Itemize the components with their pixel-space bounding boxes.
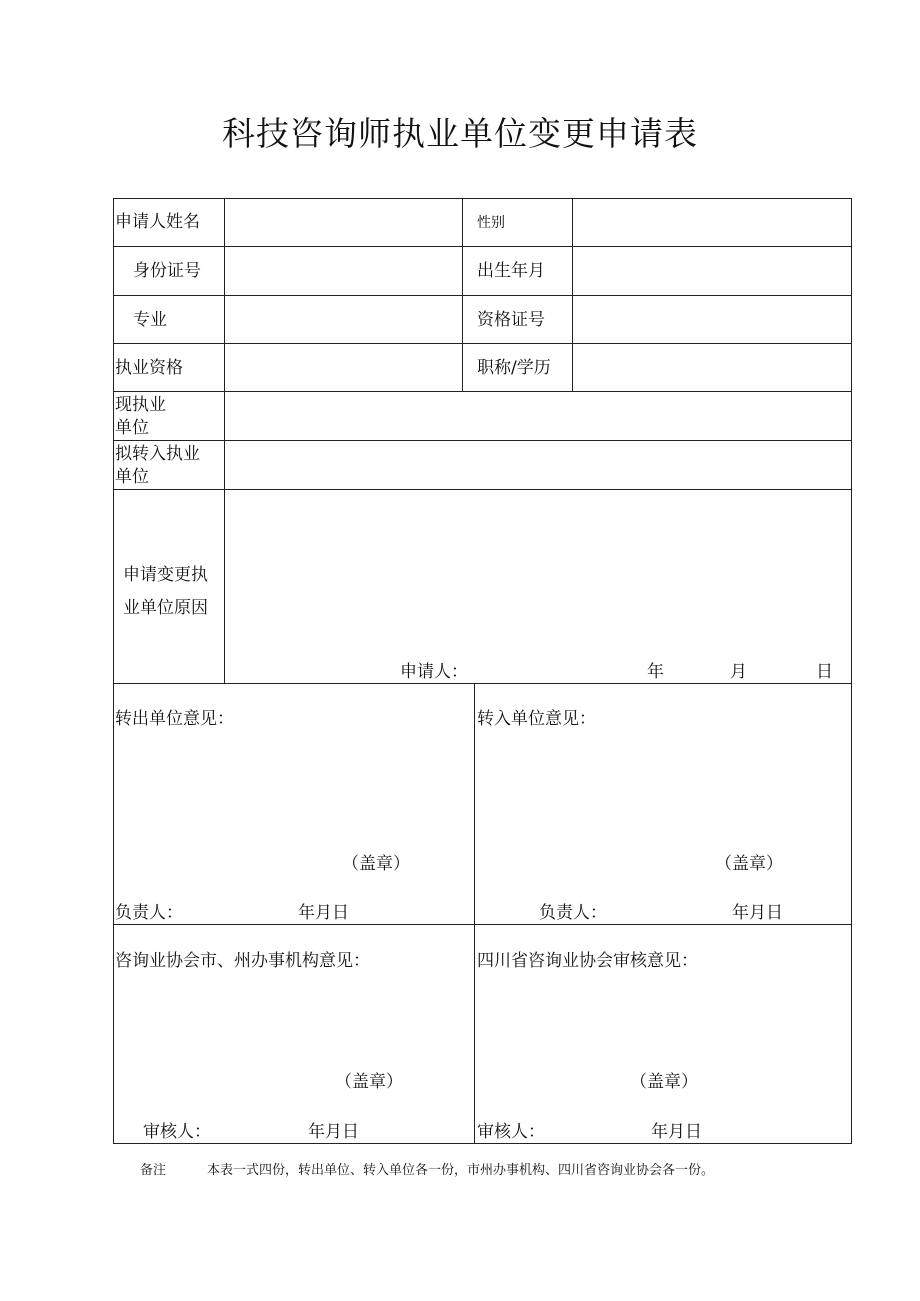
column-divider bbox=[462, 198, 463, 392]
date-day: 日 bbox=[816, 662, 833, 682]
table-border-bottom bbox=[113, 1143, 852, 1144]
reason-label: 申请变更执 bbox=[123, 565, 208, 585]
gender-label: 性别 bbox=[477, 215, 505, 231]
name-field[interactable] bbox=[225, 199, 462, 246]
current-unit-field[interactable] bbox=[225, 392, 851, 440]
note-text: 本表一式四份，转出单位、转入单位各一份，市州办事机构、四川省咨询业协会各一份。 bbox=[207, 1163, 715, 1178]
reason-label: 业单位原因 bbox=[123, 598, 208, 618]
title-education-field[interactable] bbox=[573, 344, 851, 391]
target-unit-label: 单位 bbox=[115, 467, 149, 487]
date-label: 年月日 bbox=[732, 903, 783, 923]
reason-field[interactable] bbox=[225, 490, 851, 650]
seal-label: （盖章） bbox=[715, 854, 783, 874]
date-label: 年月日 bbox=[308, 1122, 359, 1142]
date-month: 月 bbox=[730, 662, 747, 682]
current-unit-label: 单位 bbox=[115, 418, 149, 438]
title-education-label: 职称/学历 bbox=[477, 358, 551, 378]
certificate-number-field[interactable] bbox=[573, 296, 851, 343]
application-form bbox=[113, 198, 852, 1144]
certificate-number-label: 资格证号 bbox=[477, 310, 545, 330]
date-label: 年月日 bbox=[651, 1122, 702, 1142]
target-unit-field[interactable] bbox=[225, 441, 851, 489]
birth-date-label: 出生年月 bbox=[477, 261, 545, 281]
birth-date-field[interactable] bbox=[573, 247, 851, 295]
province-opinion-field[interactable] bbox=[475, 976, 851, 1066]
id-number-field[interactable] bbox=[225, 247, 462, 295]
responsible-person-label: 负责人： bbox=[539, 903, 607, 923]
date-label: 年月日 bbox=[298, 903, 349, 923]
seal-label: （盖章） bbox=[342, 854, 410, 874]
city-office-opinion-label: 咨询业协会市、州办事机构意见： bbox=[115, 951, 370, 971]
date-year: 年 bbox=[647, 662, 664, 682]
reviewer-label: 审核人： bbox=[477, 1122, 545, 1142]
qualification-label: 执业资格 bbox=[115, 358, 183, 378]
name-label: 申请人姓名 bbox=[115, 212, 200, 232]
major-label: 专业 bbox=[133, 310, 167, 330]
target-unit-label: 拟转入执业 bbox=[115, 444, 200, 464]
form-title: 科技咨询师执业单位变更申请表 bbox=[222, 114, 698, 153]
reviewer-label: 审核人： bbox=[143, 1122, 211, 1142]
seal-label: （盖章） bbox=[335, 1072, 403, 1092]
row-divider bbox=[113, 924, 852, 925]
current-unit-label: 现执业 bbox=[115, 395, 166, 415]
transfer-out-opinion-field[interactable] bbox=[114, 733, 474, 848]
id-number-label: 身份证号 bbox=[133, 261, 201, 281]
responsible-person-label: 负责人： bbox=[115, 903, 183, 923]
city-office-opinion-field[interactable] bbox=[114, 976, 474, 1066]
transfer-in-opinion-label: 转入单位意见： bbox=[477, 709, 596, 729]
qualification-field[interactable] bbox=[225, 344, 462, 391]
table-border-right bbox=[851, 198, 852, 1144]
applicant-signature-label: 申请人： bbox=[400, 662, 468, 682]
gender-field[interactable] bbox=[573, 199, 851, 246]
transfer-out-opinion-label: 转出单位意见： bbox=[115, 709, 234, 729]
transfer-in-opinion-field[interactable] bbox=[475, 733, 851, 848]
seal-label: （盖章） bbox=[630, 1072, 698, 1092]
major-field[interactable] bbox=[225, 296, 462, 343]
note-label: 备注 bbox=[140, 1163, 167, 1178]
province-opinion-label: 四川省咨询业协会审核意见： bbox=[477, 951, 698, 971]
